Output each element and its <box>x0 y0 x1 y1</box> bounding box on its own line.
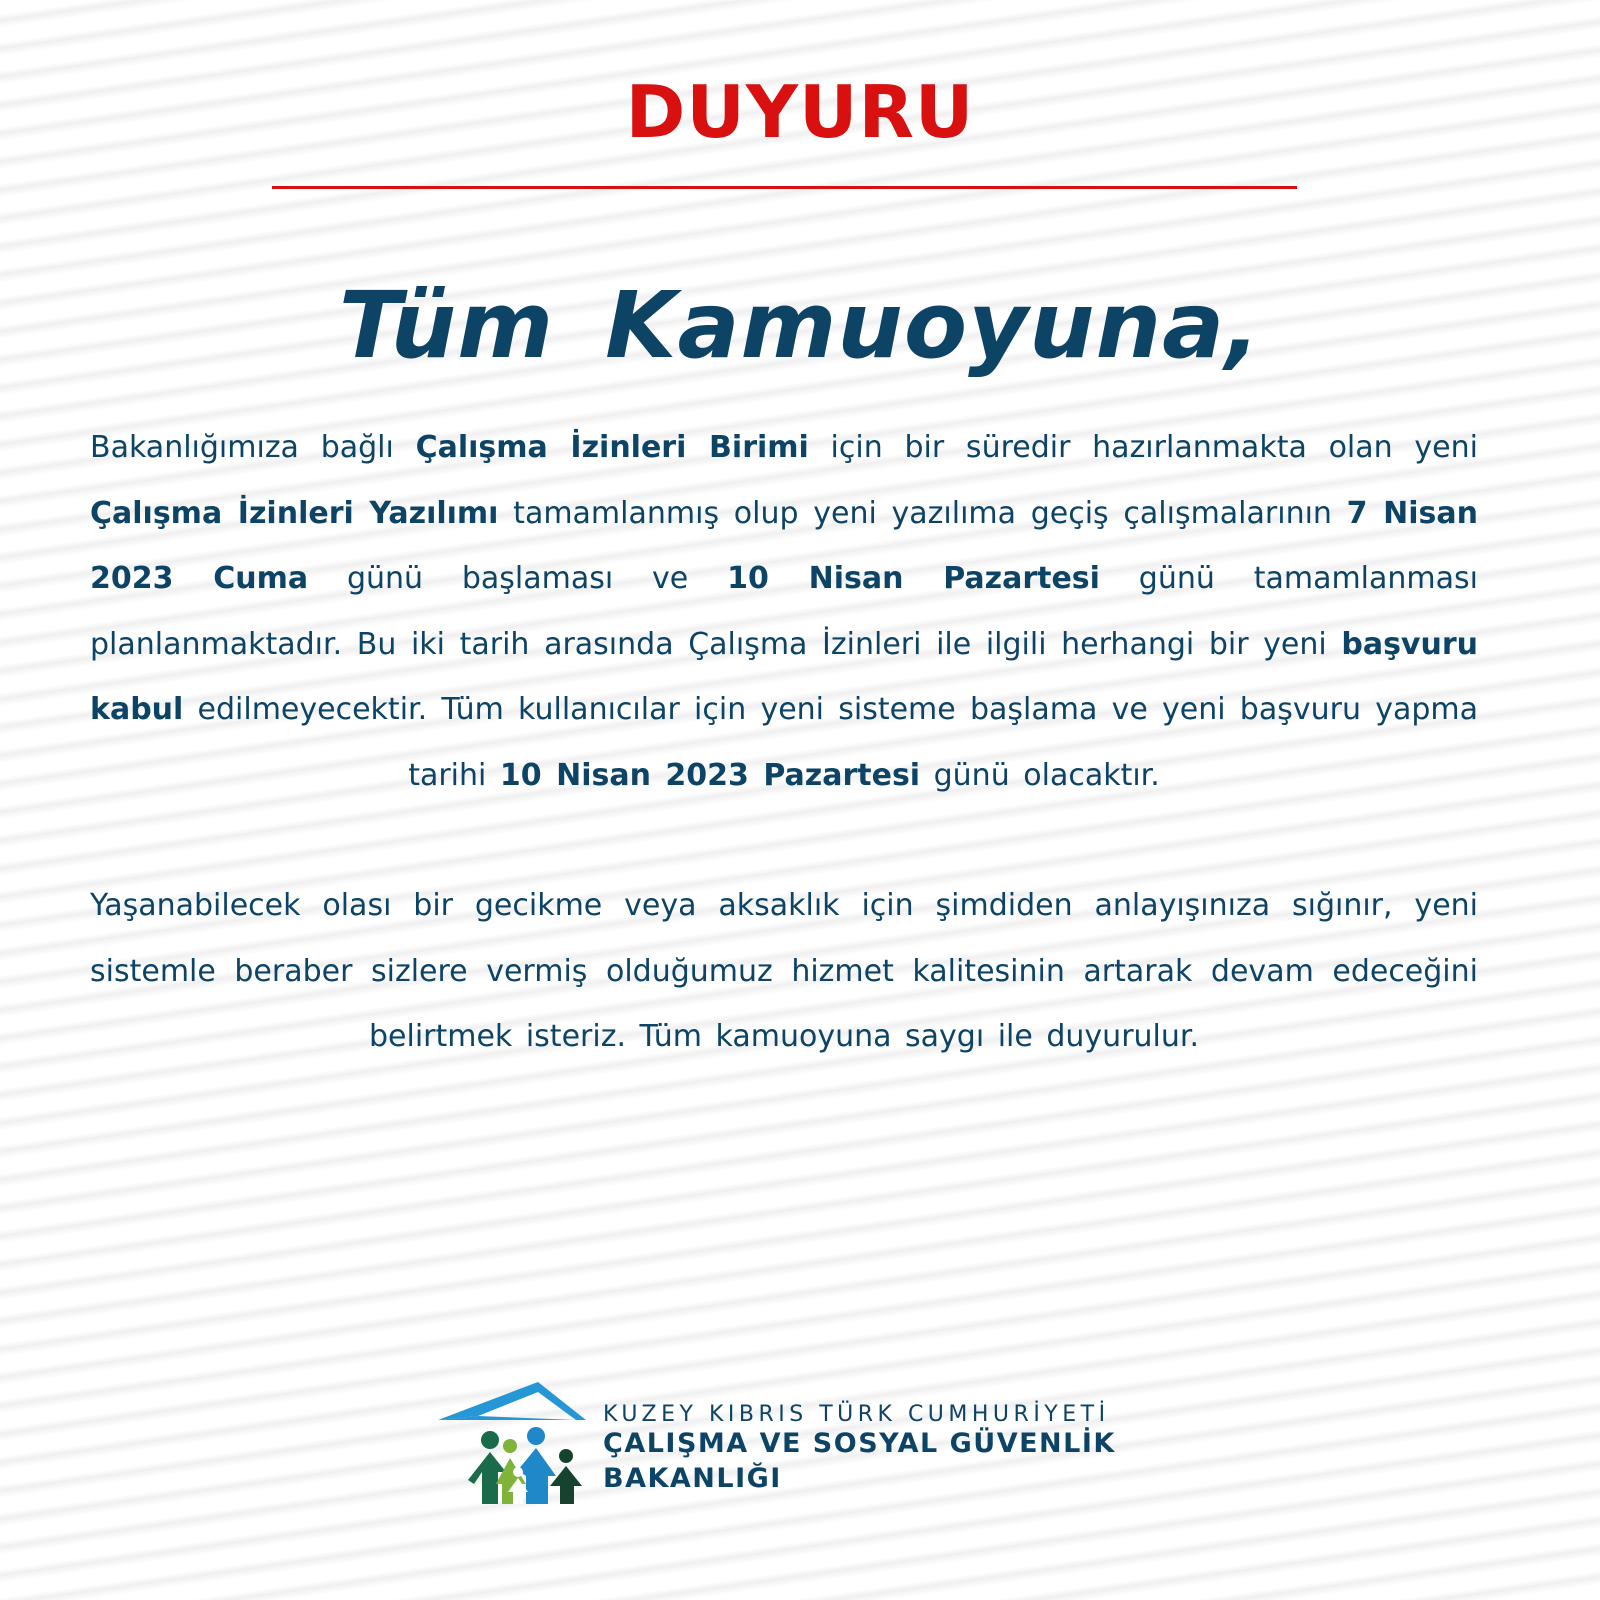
bold-text: Çalışma İzinleri Birimi <box>415 430 809 465</box>
announcement-title: DUYURU <box>625 70 975 154</box>
bold-text: Çalışma İzinleri Yazılımı <box>90 495 499 531</box>
ministry-emblem-icon <box>438 1380 598 1510</box>
greeting-heading: Tüm Kamuoyuna, <box>338 272 1262 379</box>
title-divider <box>272 186 1297 189</box>
text: edilmeyecektir. Tüm kullanıcılar için yeni sisteme başlama ve yeni başvuru yapma tarihi <box>183 692 1478 793</box>
text: için bir süredir hazırlanmakta olan yeni <box>808 430 1478 465</box>
bold-text: 10 Nisan Pazartesi <box>727 561 1100 596</box>
bold-text: 7 Nisan 2023 Cuma <box>90 495 1478 596</box>
bold-text: 10 Nisan 2023 Pazartesi <box>499 757 921 793</box>
text: tamamlanmış olup yeni yazılıma geçiş çalışmalarının <box>498 495 1347 531</box>
bold-text: başvuru kabul <box>90 626 1478 727</box>
text: günü tamamlanması planlanmaktadır. Bu iki tarih arasında Çalışma İzinleri ile ilgili herhangi bir yeni <box>90 561 1478 662</box>
logo-country-text: KUZEY KIBRIS TÜRK CUMHURİYETİ <box>603 1402 1110 1427</box>
announcement-paragraph-1 <box>90 415 1478 808</box>
announcement-paragraph-2: Yaşanabilecek olası bir gecikme veya aksaklık için şimdiden anlayışınıza sığınır, yeni sistemle beraber sizlere vermiş olduğumuz hizmet kalitesinin artarak devam edeceğini belirtmek isteriz. Tüm kamuoyuna saygı ile duyurulur. <box>90 888 1478 1054</box>
text: Bakanlığımıza bağlı <box>90 430 416 465</box>
ministry-logo <box>438 1380 1138 1510</box>
text: günü olacaktır. <box>920 757 1160 793</box>
logo-ministry-text: ÇALIŞMA VE SOSYAL GÜVENLİK <box>603 1428 1116 1459</box>
text: günü başlaması ve <box>308 561 728 596</box>
logo-ministry-text-2: BAKANLIĞI <box>603 1463 782 1494</box>
